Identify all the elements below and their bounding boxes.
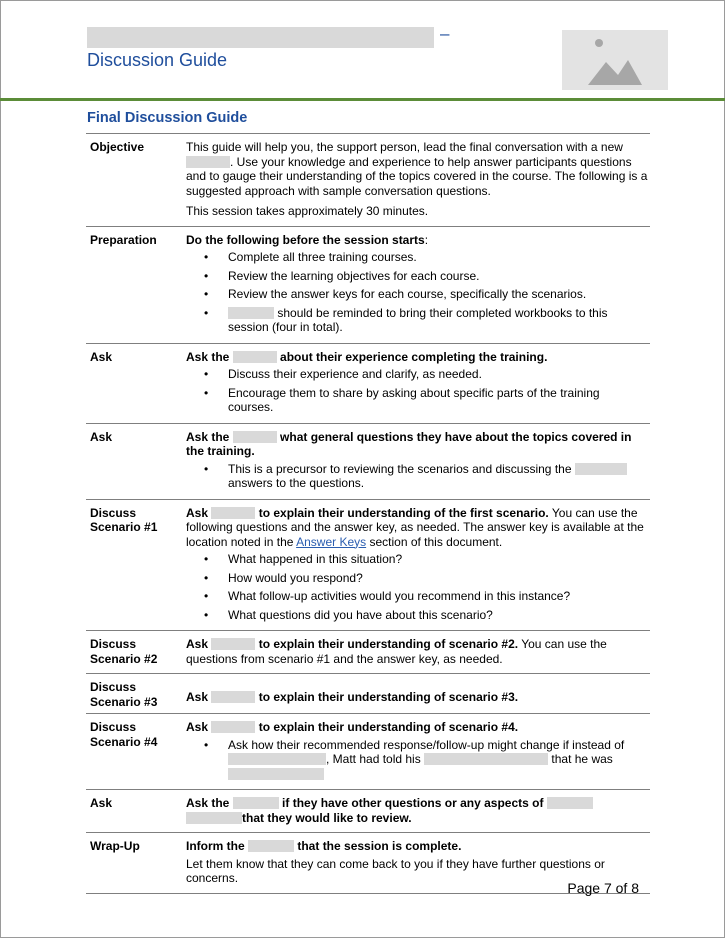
list-item: • Complete all three training courses. — [228, 250, 648, 265]
ask-lead: Ask the — [186, 429, 230, 444]
ask-list — [186, 462, 648, 491]
ask-lead-cont: if they have other questions or any aspects of — [282, 796, 544, 810]
list-item-text: Ask how their recommended response/follow-up might change if instead of — [228, 737, 625, 752]
list-item-text-end: that he was — [551, 752, 613, 766]
ask-lead-end: that they would like to review. — [242, 810, 412, 825]
list-item: • How would you respond? — [228, 571, 648, 586]
redacted-text — [186, 156, 230, 168]
colon: : — [424, 232, 429, 247]
scenario-questions — [186, 552, 648, 622]
ask-lead-cont: what general questions they have about the topics covered in the training. — [186, 429, 632, 458]
row-label: Objective — [90, 140, 145, 154]
discussion-guide-table — [86, 133, 650, 894]
row-content — [182, 499, 650, 631]
row-label: Wrap-Up — [90, 839, 140, 853]
ask-lead: Ask the — [186, 796, 230, 810]
list-item-text: This is a precursor to reviewing the scenarios and discussing the — [228, 461, 572, 476]
row-content — [182, 343, 650, 423]
header-dash: – — [440, 24, 450, 43]
redacted-text — [211, 691, 255, 703]
row-scenario-3 — [86, 674, 650, 714]
row-objective — [86, 134, 650, 227]
list-item-text-mid: , Matt had told his — [326, 752, 421, 766]
row-wrap-up — [86, 833, 650, 894]
objective-text-cont: . Use your knowledge and experience to help answer participants questions and to gauge their understanding of the topics covered in the course. The following is a suggested approach with sample conversation questions. — [186, 154, 648, 198]
objective-duration: This session takes approximately 30 minutes. — [186, 204, 429, 218]
redacted-text — [228, 768, 324, 780]
row-scenario-2 — [86, 631, 650, 674]
row-label: Ask — [90, 349, 113, 364]
row-label: Discuss Scenario #1 — [90, 505, 158, 534]
scenario-lead: Ask — [186, 637, 209, 651]
redacted-text — [233, 351, 277, 363]
image-placeholder-icon — [562, 30, 668, 90]
wrapup-lead-cont: that the session is complete. — [297, 839, 462, 853]
list-item — [228, 738, 648, 782]
wrapup-text: Let them know that they can come back to you if they have further questions or concerns. — [186, 856, 605, 885]
scenario-lead-bold: to explain their understanding of the first scenario. — [258, 505, 549, 520]
redacted-text — [248, 840, 294, 852]
row-content — [182, 790, 650, 833]
header-divider — [0, 98, 725, 101]
row-content — [182, 423, 650, 499]
list-item: • What happened in this situation? — [228, 552, 648, 567]
row-label: Ask — [90, 796, 113, 810]
list-item-text-end: answers to the questions. — [228, 476, 365, 490]
ask-lead: Ask the — [186, 349, 230, 364]
list-item-text: should be reminded to bring their completed workbooks to this session (four in total). — [228, 305, 608, 334]
list-item: • Review the learning objectives for each course. — [228, 269, 648, 284]
list-item: • What questions did you have about this scenario? — [228, 608, 648, 623]
row-content — [182, 631, 650, 674]
row-ask-questions — [86, 423, 650, 499]
answer-keys-link[interactable]: Answer Keys — [296, 534, 367, 549]
document-title: Discussion Guide — [87, 50, 228, 70]
row-ask-review — [86, 790, 650, 833]
preparation-lead: Do the following before the session starts — [186, 232, 425, 247]
section-title: Final Discussion Guide — [87, 110, 248, 126]
scenario-lead-end: section of this document. — [369, 534, 503, 549]
ask-list — [186, 367, 648, 415]
scenario-lead-bold: to explain their understanding of scenario #3. — [258, 690, 519, 704]
scenario-lead: Ask — [186, 505, 209, 520]
redacted-text — [186, 812, 242, 824]
list-item: • Encourage them to share by asking about specific parts of the training courses. — [228, 386, 648, 415]
list-item — [228, 306, 648, 335]
redacted-text — [211, 507, 255, 519]
redacted-text — [211, 638, 255, 650]
row-preparation — [86, 226, 650, 343]
row-label: Preparation — [90, 232, 157, 247]
row-content — [182, 134, 650, 227]
scenario-lead-text: You can use the questions from scenario #1 and the answer key, as needed. — [186, 637, 607, 666]
row-label: Discuss Scenario #3 — [90, 680, 158, 709]
wrapup-lead: Inform the — [186, 839, 245, 853]
list-item — [228, 462, 648, 491]
list-item: • Discuss their experience and clarify, as needed. — [228, 367, 648, 382]
row-ask-experience — [86, 343, 650, 423]
page-number: Page 7 of 8 — [567, 880, 639, 896]
redacted-text — [211, 721, 255, 733]
redacted-text — [233, 431, 277, 443]
row-scenario-1 — [86, 499, 650, 631]
row-label: Ask — [90, 429, 113, 444]
redacted-text — [547, 797, 593, 809]
row-content — [182, 714, 650, 790]
row-content — [182, 674, 650, 714]
scenario-lead-bold: to explain their understanding of scenario #2. — [258, 637, 519, 651]
scenario-lead: Ask — [186, 690, 209, 704]
redacted-text — [228, 753, 326, 765]
redacted-text — [233, 797, 279, 809]
list-item: • Review the answer keys for each course, specifically the scenarios. — [228, 287, 648, 302]
redacted-text — [228, 307, 274, 319]
objective-text: This guide will help you, the support person, lead the final conversation with a new — [186, 140, 623, 154]
preparation-list — [186, 250, 648, 335]
row-label: Discuss Scenario #4 — [90, 720, 158, 749]
redacted-header-text — [87, 27, 434, 48]
row-scenario-4 — [86, 714, 650, 790]
row-content — [182, 226, 650, 343]
row-label: Discuss Scenario #2 — [90, 637, 158, 666]
redacted-text — [424, 753, 548, 765]
scenario-lead-text: You can use the following questions and the answer key, as needed. The answer key is available at the location noted in the — [186, 505, 644, 549]
redacted-text — [575, 463, 627, 475]
scenario-lead: Ask — [186, 720, 209, 734]
scenario-lead-bold: to explain their understanding of scenario #4. — [258, 720, 519, 734]
scenario-list — [186, 738, 648, 782]
list-item: • What follow-up activities would you recommend in this instance? — [228, 589, 648, 604]
ask-lead-cont: about their experience completing the training. — [280, 349, 548, 364]
